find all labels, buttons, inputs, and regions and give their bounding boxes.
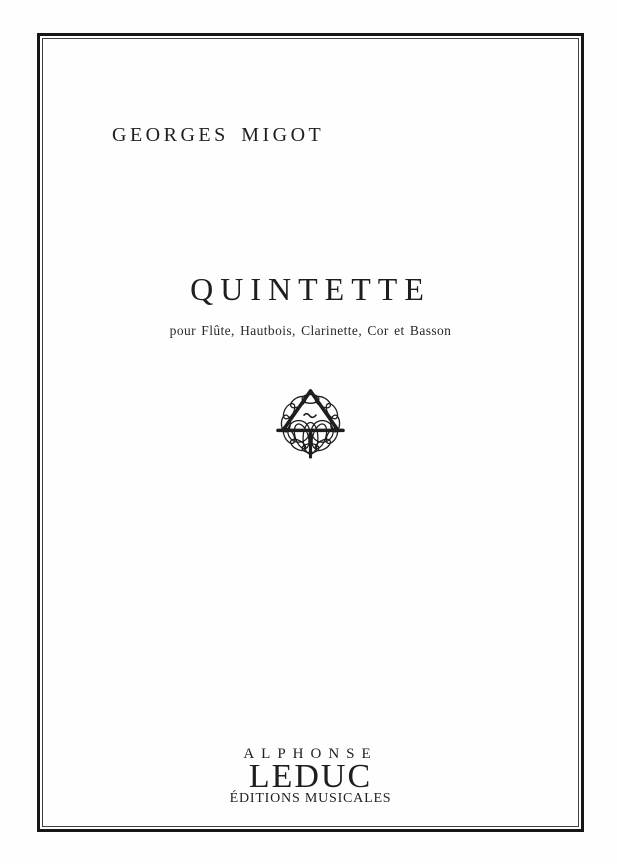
publisher-first-name: ALPHONSE [243,746,378,762]
work-title: QUINTETTE [190,271,431,307]
publisher-tagline: ÉDITIONS MUSICALES [229,791,392,806]
leduc-monogram-icon [276,387,345,461]
monogram-container [37,387,584,461]
composer-name: GEORGES MIGOT [112,124,325,146]
instrumentation-subtitle: pour Flûte, Hautbois, Clarinette, Cor et Basson [169,323,452,338]
publisher-surname: LEDUC [248,758,373,795]
